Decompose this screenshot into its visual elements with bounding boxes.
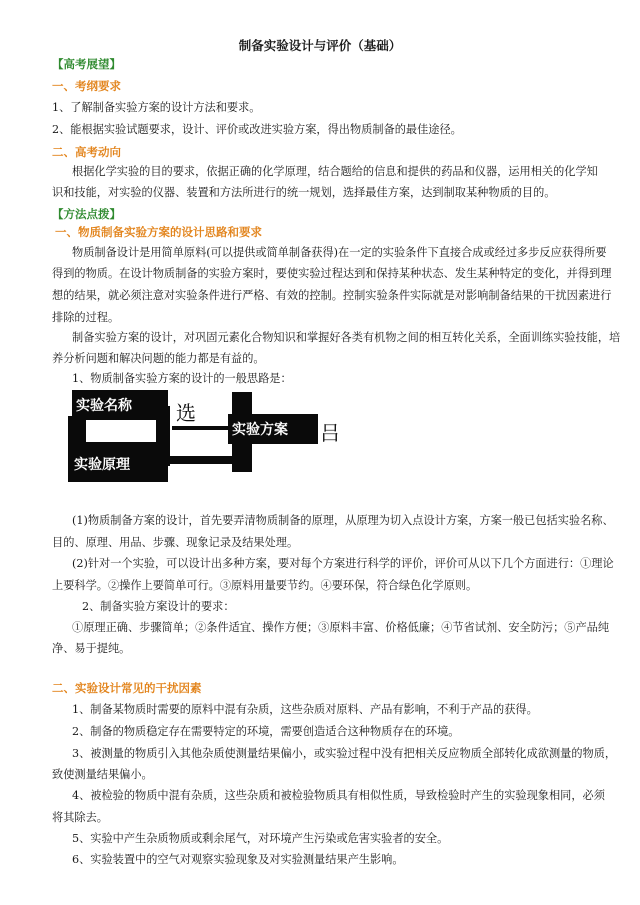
paragraph-line: 制备实验方案的设计，对巩固元素化合物知识和掌握好各类有机物之间的相互转化关系，全面训练实验技能，培: [72, 331, 621, 344]
interference-item: 1、制备某物质时需要的原料中混有杂质，这些杂质对原料、产品有影响，不利于产品的获得。: [72, 703, 538, 716]
requirements-line: ①原理正确、步骤简单；②条件适宜、操作方便；③原料丰富、价格低廉；④节省试剂、安全防污；⑤产品纯: [72, 621, 610, 634]
subheading-design-approach: 一、物质制备实验方案的设计思路和要求: [55, 225, 262, 239]
flow-box-right-label: 实验方案: [232, 422, 288, 438]
design-flow-diagram: [68, 386, 348, 498]
trend-paragraph-line: 根据化学实验的目的要求，依据正确的化学原理，结合题给的信息和提供的药品和仪器，运用相关的化学知: [72, 165, 598, 178]
requirements-line: 净、易于提纯。: [52, 642, 131, 655]
trend-paragraph-line: 识和技能，对实验的仪器、装置和方法所进行的统一规划，选择最佳方案，达到制取某种物质的目的。: [52, 186, 556, 199]
syllabus-item-2: 2、能根据实验试题要求，设计、评价或改进实验方案，得出物质制备的最佳途径。: [52, 123, 462, 136]
interference-item: 4、被检验的物质中混有杂质，这些杂质和被检验物质具有相似性质，导致检验时产生的实验现象相同，必须: [72, 789, 605, 802]
flow-connector-bottom-line: [156, 456, 240, 464]
flow-arrow-label: 选: [176, 401, 196, 425]
paragraph-line: 得到的物质。在设计物质制备的实验方案时，要使实验过程达到和保持某种状态、发生某种特定的变化，并得到理: [52, 267, 612, 280]
interference-item: 5、实验中产生杂质物质或剩余尾气，对环境产生污染或危害实验者的安全。: [72, 832, 449, 845]
subheading-trends: 二、高考动向: [52, 145, 121, 159]
paragraph-line: 物质制备设计是用简单原料(可以提供或简单制备获得)在一定的实验条件下直接合成或经过多步反应获得所要: [72, 246, 607, 259]
flow-trailing-mark: 吕: [320, 421, 340, 445]
section-header-outlook: 【高考展望】: [52, 57, 121, 71]
paragraph-line: 目的、原理、用品、步骤、现象记录及结果处理。: [52, 536, 299, 549]
paragraph-line: 想的结果，就必须注意对实验条件进行严格、有效的控制。控制实验条件实际就是对影响制备结果的干扰因素进行: [52, 289, 612, 302]
interference-item-continued: 致使测量结果偏小。: [52, 768, 153, 781]
interference-item-continued: 将其除去。: [52, 811, 108, 824]
interference-item: 2、制备的物质稳定存在需要特定的环境，需要创造适合这种物质存在的环境。: [72, 725, 460, 738]
paragraph-line: 上要科学。②操作上要简单可行。③原料用量要节约。④要环保，符合绿色化学原则。: [52, 579, 478, 592]
interference-item: 3、被测量的物质引入其他杂质使测量结果偏小，或实验过程中没有把相关反应物质全部转化成欲测量的物质，: [72, 747, 617, 760]
interference-item: 6、实验装置中的空气对观察实验现象及对实验测量结果产生影响。: [72, 853, 404, 866]
flow-box-bottom-label: 实验原理: [74, 457, 130, 473]
section-header-methods: 【方法点拨】: [52, 207, 121, 221]
subheading-syllabus: 一、考纲要求: [52, 79, 121, 93]
flow-arrow-line: [172, 426, 232, 430]
page-title: 制备实验设计与评价（基础）: [238, 38, 402, 53]
flow-box-top-label: 实验名称: [76, 398, 132, 414]
syllabus-item-1: 1、了解制备实验方案的设计方法和要求。: [52, 101, 261, 114]
paragraph-line: (1)物质制备方案的设计，首先要弄清物质制备的原理，从原理为切入点设计方案，方案一般已包括实验名称、: [72, 514, 614, 527]
paragraph-line: (2)针对一个实验，可以设计出多种方案，要对每个方案进行科学的评价，评价可从以下几个方面进行：①理论: [72, 557, 614, 570]
paragraph-line: 养分析问题和解决问题的能力都是有益的。: [52, 352, 265, 365]
requirements-title: 2、制备实验方案设计的要求：: [82, 600, 235, 613]
flow-intro: 1、物质制备实验方案的设计的一般思路是：: [72, 372, 292, 385]
paragraph-line: 排除的过程。: [52, 311, 120, 324]
subheading-interference: 二、实验设计常见的干扰因素: [52, 681, 202, 695]
